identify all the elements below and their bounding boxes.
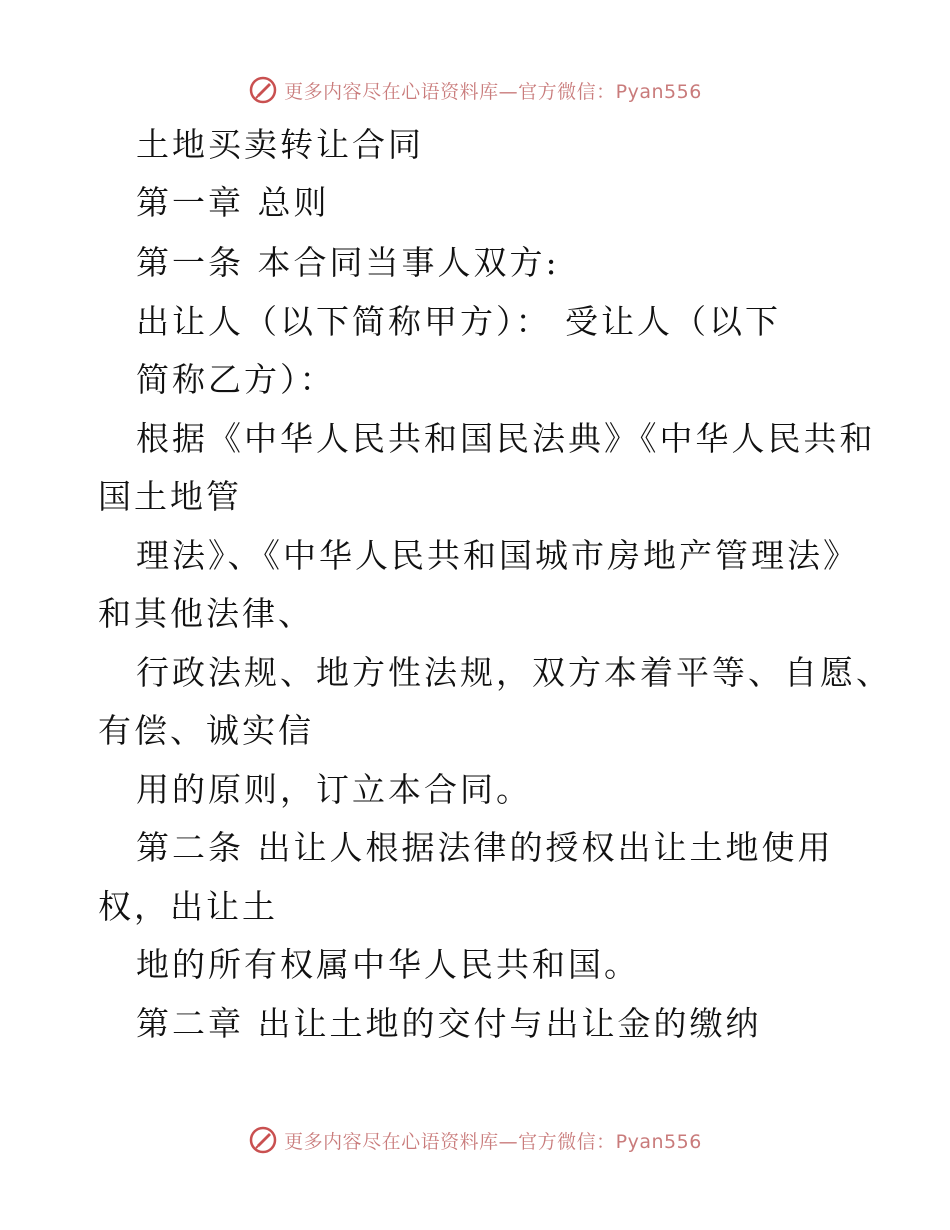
document-title: 土地买卖转让合同 (136, 125, 424, 164)
paragraph-line: 行政法规、地方性法规，双方本着平等、自愿、 (136, 653, 892, 692)
article-heading: 第一条 本合同当事人双方: (136, 243, 560, 282)
paragraph-line: 用的原则，订立本合同。 (136, 770, 532, 809)
watermark-text: 更多内容尽在心语资料库—官方微信：Pyan556 (284, 80, 702, 103)
paragraph-line: 出让人（以下简称甲方）： 受让人（以下 (136, 302, 781, 341)
watermark-text: 更多内容尽在心语资料库—官方微信：Pyan556 (284, 1130, 702, 1153)
article-heading: 第二条 出让人根据法律的授权出让土地使用 (136, 828, 834, 867)
paragraph-line: 理法》、《中华人民共和国城市房地产管理法》 (136, 536, 859, 575)
chapter-heading: 第二章 出让土地的交付与出让金的缴纳 (136, 1004, 762, 1043)
paragraph-line: 国土地管 (98, 477, 242, 516)
paragraph-line: 权，出让土 (98, 887, 278, 926)
footer-watermark (0, 1120, 950, 1160)
paragraph-line: 和其他法律、 (98, 594, 314, 633)
paragraph-line: 根据《中华人民共和国民法典》《中华人民共和 (136, 419, 876, 458)
quill-seal-icon (248, 75, 278, 105)
chapter-heading: 第一章 总则 (136, 183, 330, 222)
paragraph-line: 有偿、诚实信 (98, 711, 314, 750)
paragraph-line: 地的所有权属中华人民共和国。 (136, 945, 640, 984)
quill-seal-icon (248, 1125, 278, 1155)
paragraph-line: 简称乙方）： (136, 360, 336, 399)
header-watermark (0, 70, 950, 110)
